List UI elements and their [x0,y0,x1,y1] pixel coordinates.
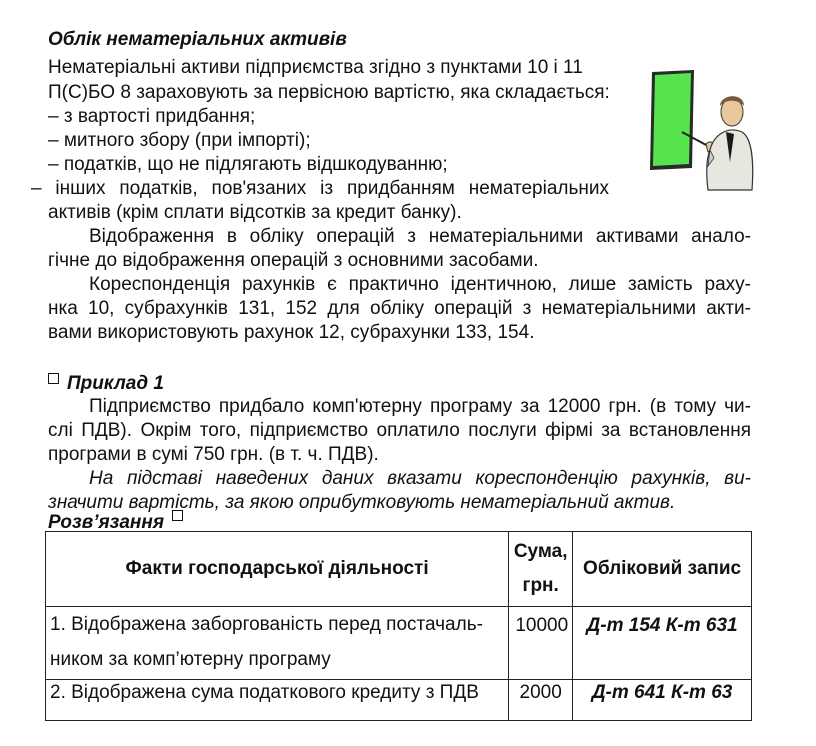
example-line-3: програми в сумі 750 грн. (в т. ч. ПДВ). [48,444,379,465]
accounting-table [45,531,752,721]
list-item: – митного збору (при імпорті); [48,130,311,151]
task-line-2: значити вартість, за якою оприбутковують нематеріальний актив. [48,492,676,513]
example-line-1: Підприємство придбало комп'ютерну програму за 12000 грн. (в тому чи- [89,396,751,417]
intro-line-1: Нематеріальні активи підприємства згідно з пунктами 10 і 11 [48,57,583,78]
table-row [46,680,752,721]
square-bullet-icon [48,373,59,384]
correspondence-para-line-2: нка 10, субрахунків 131, 152 для обліку операцій з нематеріальними акти- [48,298,751,319]
entry-cell: Д-т 641 К-т 63 [573,680,752,721]
solution-label: Розв’язання [48,510,183,535]
task-line-1: На підставі наведених даних вказати кореспонденцію рахунків, ви- [89,468,751,489]
list-item: – інших податків, пов'язаних із придбанням нематеріальних [31,178,609,199]
entry-header: Обліковий запис [573,532,752,607]
list-item-continued: активів (крім сплати відсотків за кредит банку). [48,202,462,223]
table-row [46,607,752,680]
page-heading: Облік нематеріальних активів [48,29,347,50]
list-item: – з вартості придбання; [48,106,256,127]
square-bullet-icon [172,510,183,521]
correspondence-para-line-3: вами використовують рахунок 12, субрахунки 133, 154. [48,322,535,343]
intro-line-2: П(С)БО 8 зараховують за первісною вартістю, яка складається: [48,82,610,103]
fact-cell: 2. Відображена сума податкового кредиту з ПДВ [46,680,509,721]
sum-header: Сума, грн. [509,532,573,607]
example-line-2: слі ПДВ). Окрім того, підприємство оплатило послуги фірмі за встановлення [48,420,751,441]
table-header-row [46,532,752,607]
list-item: – податків, що не підлягають відшкодуванню; [48,154,448,175]
entry-cell: Д-т 154 К-т 631 [573,607,752,680]
correspondence-para-line-1: Кореспонденція рахунків є практично ідентичною, лише замість раху- [89,274,751,295]
sum-cell: 2000 [509,680,573,721]
fact-cell: 1. Відображена заборгованість перед постачаль- ником за комп’ютерну програму [46,607,509,680]
display-para-line-2: гічне до відображення операцій з основними засобами. [48,250,539,271]
sum-cell: 10000 [509,607,573,680]
facts-header: Факти господарської діяльності [46,532,509,607]
teacher-clipart-icon [648,62,756,192]
example-title: Приклад 1 [48,372,164,396]
display-para-line-1: Відображення в обліку операцій з нематеріальними активами анало- [89,226,751,247]
